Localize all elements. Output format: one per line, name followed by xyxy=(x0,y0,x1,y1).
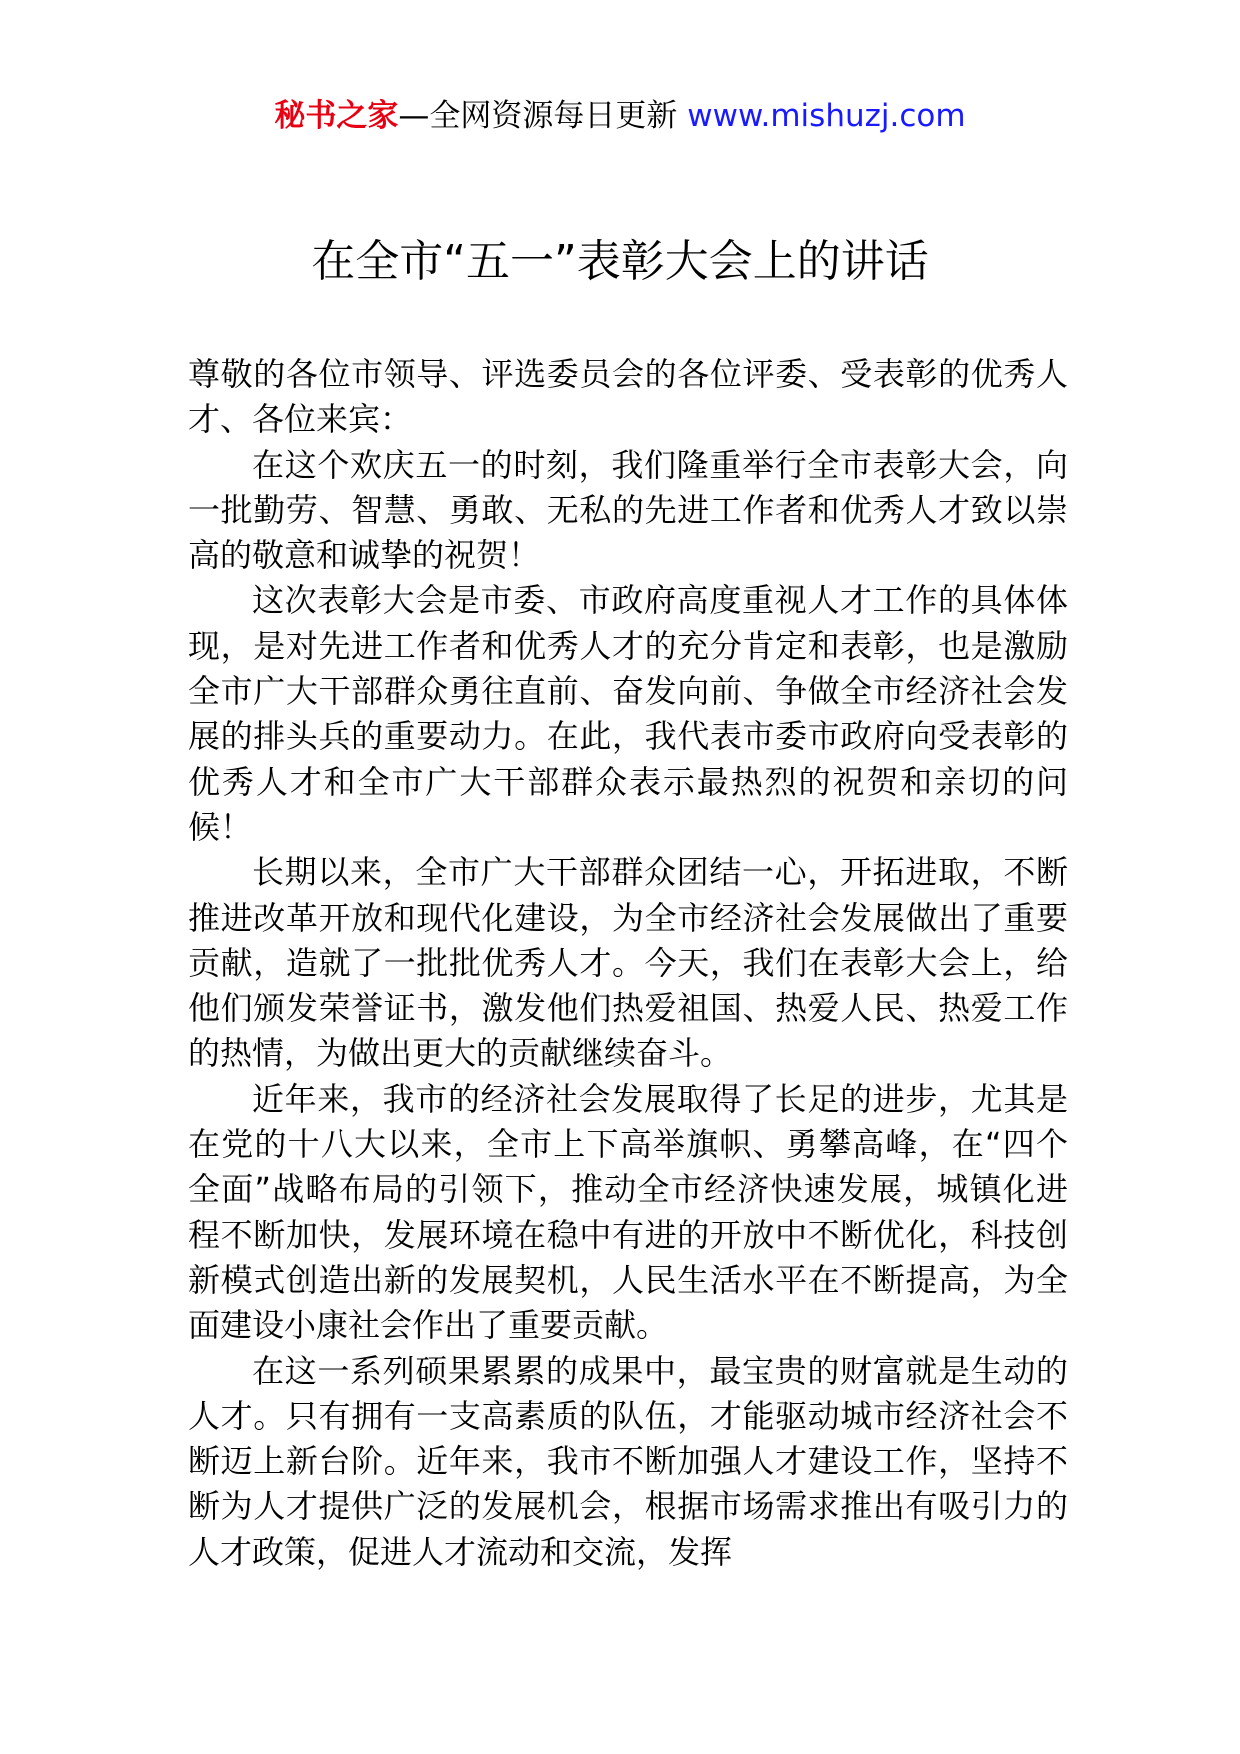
body-paragraph: 长期以来，全市广大干部群众团结一心，开拓进取，不断推进改革开放和现代化建设，为全市经济社会发展做出了重要贡献，造就了一批批优秀人才。今天，我们在表彰大会上，给他们颁发荣誉证书，激发他们热爱祖国、热爱人民、热爱工作的热情，为做出更大的贡献继续奋斗。 xyxy=(188,853,1068,1073)
body-paragraph: 这次表彰大会是市委、市政府高度重视人才工作的具体体现，是对先进工作者和优秀人才的充分肯定和表彰，也是激励全市广大干部群众勇往直前、奋发向前、争做全市经济社会发展的排头兵的重要动力。在此，我代表市委市政府向受表彰的优秀人才和全市广大干部群众表示最热烈的祝贺和亲切的问候！ xyxy=(188,581,1068,846)
body-paragraph: 在这一系列硕果累累的成果中，最宝贵的财富就是生动的人才。只有拥有一支高素质的队伍，才能驱动城市经济社会不断迈上新台阶。近年来，我市不断加强人才建设工作，坚持不断为人才提供广泛的发展机会，根据市场需求推出有吸引力的人才政策，促进人才流动和交流，发挥 xyxy=(188,1351,1068,1571)
body-paragraph: 在这个欢庆五一的时刻，我们隆重举行全市表彰大会，向一批勤劳、智慧、勇敢、无私的先进工作者和优秀人才致以崇高的敬意和诚挚的祝贺！ xyxy=(188,445,1068,575)
body-paragraph: 近年来，我市的经济社会发展取得了长足的进步，尤其是在党的十八大以来，全市上下高举旗帜、勇攀高峰，在“四个全面”战略布局的引领下，推动全市经济快速发展，城镇化进程不断加快，发展环境在稳中有进的开放中不断优化，科技创新模式创造出新的发展契机，人民生活水平在不断提高，为全面建设小康社会作出了重要贡献。 xyxy=(188,1079,1068,1345)
site-header xyxy=(0,96,1240,136)
document-body xyxy=(188,352,1068,1575)
site-url-link[interactable]: www.mishuzj.com xyxy=(687,98,966,134)
brand-name: 秘书之家 xyxy=(274,98,399,134)
document-title: 在全市“五一”表彰大会上的讲话 xyxy=(311,236,929,287)
salutation: 尊敬的各位市领导、评选委员会的各位评委、受表彰的优秀人才、各位来宾： xyxy=(188,355,1068,439)
header-tagline: —全网资源每日更新 xyxy=(398,98,678,134)
